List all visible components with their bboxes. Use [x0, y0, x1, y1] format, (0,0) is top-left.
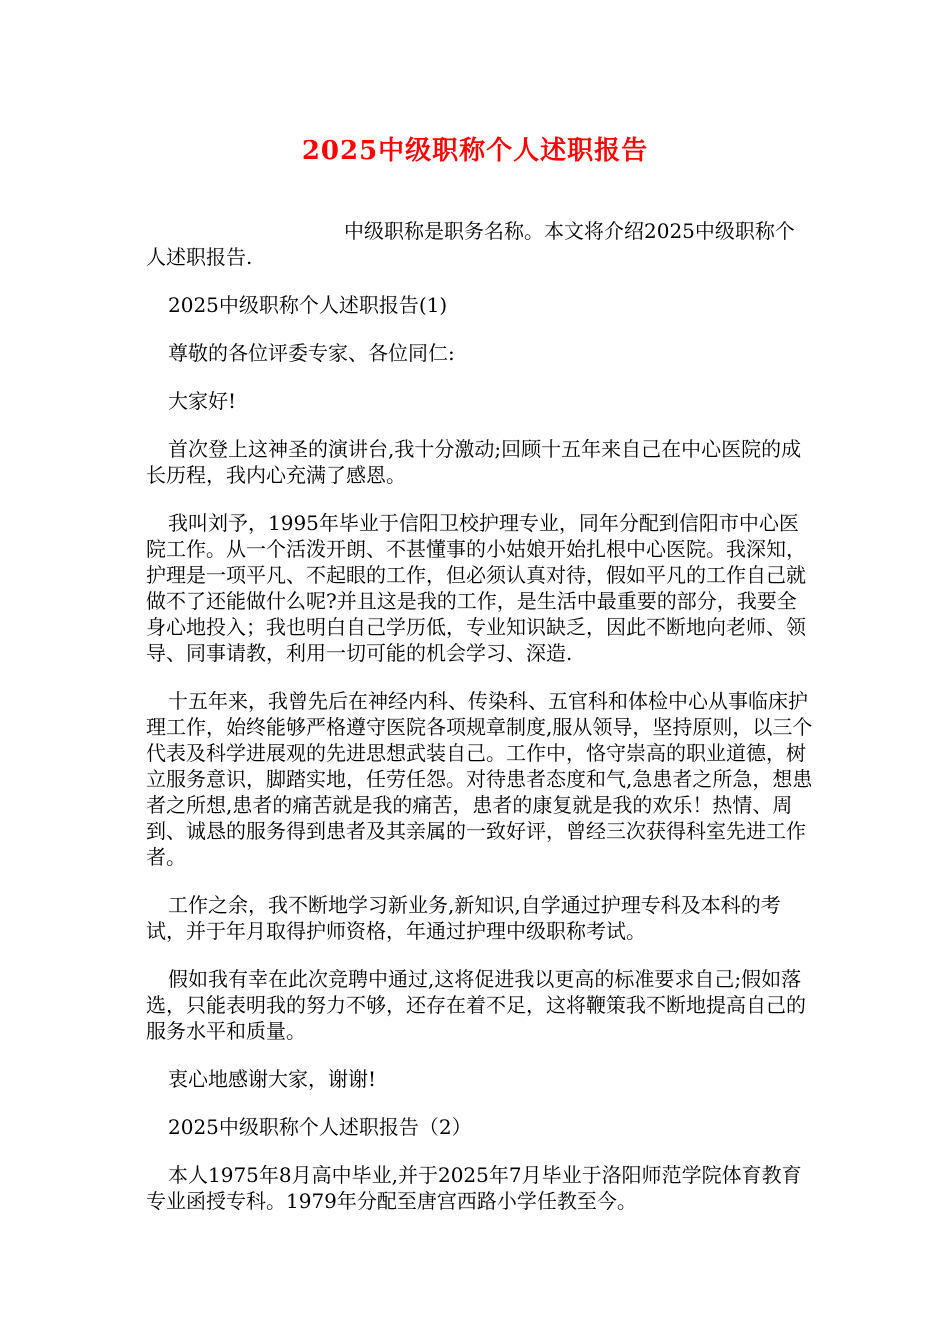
salutation: 尊敬的各位评委专家、各位同仁:	[168, 341, 455, 365]
paragraph: 本人1975年8月高中毕业,并于2025年7月毕业于洛阳师范学院体育教育专业函授专科。1979年分配至唐宫西路小学任教至今。	[146, 1163, 802, 1213]
closing: 衷心地感谢大家，谢谢!	[168, 1067, 377, 1091]
paragraph: 工作之余，我不断地学习新业务,新知识,自学通过护理专科及本科的考试，并于年月取得护师资格，年通过护理中级职称考试。	[146, 893, 781, 943]
section-heading-1: 2025中级职称个人述职报告(1)	[168, 293, 448, 317]
section-heading-2: 2025中级职称个人述职报告（2）	[168, 1115, 472, 1139]
document-body	[146, 218, 814, 1236]
paragraph: 十五年来，我曾先后在神经内科、传染科、五官科和体检中心从事临床护理工作，始终能够严格遵守医院各项规章制度,服从领导，坚持原则，以三个代表及科学进展观的先进思想武装自己。工作中，恪守崇高的职业道德，树立服务意识，脚踏实地，任劳任怨。对待患者态度和气,急患者之所急，想患者之所想,患者的痛苦就是我的痛苦，患者的康复就是我的欢乐！热情、周到、诚恳的服务得到患者及其亲属的一致好评，曾经三次获得科室先进工作者。	[146, 689, 813, 869]
greeting: 大家好!	[168, 389, 237, 413]
document-title: 2025中级职称个人述职报告	[301, 136, 649, 166]
paragraph: 假如我有幸在此次竞聘中通过,这将促进我以更高的标准要求自己;假如落选，只能表明我的努力不够，还存在着不足，这将鞭策我不断地提高自己的服务水平和质量。	[146, 967, 806, 1043]
paragraph: 首次登上这神圣的演讲台,我十分激动;回顾十五年来自己在中心医院的成长历程，我内心充满了感恩。	[146, 437, 802, 487]
intro-paragraph: 中级职称是职务名称。本文将介绍2025中级职称个人述职报告.	[146, 219, 795, 269]
paragraph: 我叫刘予，1995年毕业于信阳卫校护理专业，同年分配到信阳市中心医院工作。从一个活泼开朗、不甚懂事的小姑娘开始扎根中心医院。我深知，护理是一项平凡、不起眼的工作，但必须认真对待，假如平凡的工作自己就做不了还能做什么呢?并且这是我的工作，是生活中最重要的部分，我要全身心地投入；我也明白自己学历低，专业知识缺乏，因此不断地向老师、领导、同事请教，利用一切可能的机会学习、深造.	[146, 511, 806, 665]
